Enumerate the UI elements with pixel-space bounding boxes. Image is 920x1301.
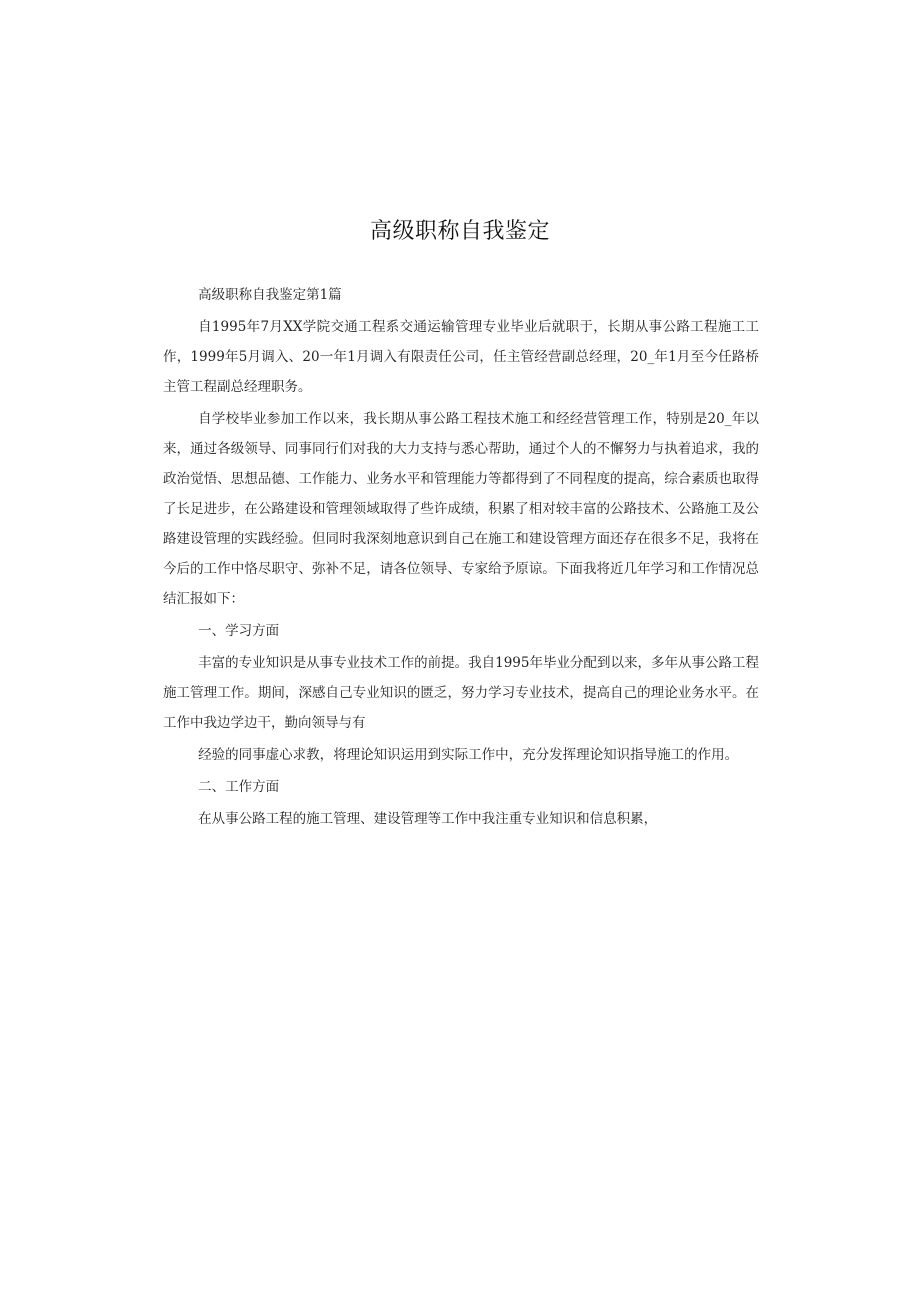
document-body	[163, 280, 759, 836]
paragraph-study-1: 丰富的专业知识是从事专业技术工作的前提。我自1995年毕业分配到以来，多年从事公路工程施工管理工作。期间，深感自己专业知识的匮乏，努力学习专业技术，提高自己的理论业务水平。在工作中我边学边干，勤向领导与有	[163, 655, 759, 731]
document-subtitle: 高级职称自我鉴定第1篇	[198, 287, 342, 303]
section-heading-study: 一、学习方面	[198, 623, 280, 639]
section-heading-work: 二、工作方面	[198, 779, 280, 795]
paragraph-summary: 自学校毕业参加工作以来，我长期从事公路工程技术施工和经经营管理工作，特别是20_年以来，通过各级领导、同事同行们对我的大力支持与悉心帮助，通过个人的不懈努力与执着追求，我的政治觉悟、思想品德、工作能力、业务水平和管理能力等都得到了不同程度的提高，综合素质也取得了长足进步，在公路建设和管理领域取得了些许成绩，积累了相对较丰富的公路技术、公路施工及公路建设管理的实践经验。但同时我深刻地意识到自己在施工和建设管理方面还存在很多不足，我将在今后的工作中恪尽职守、弥补不足，请各位领导、专家给予原谅。下面我将近几年学习和工作情况总结汇报如下：	[163, 411, 759, 607]
paragraph-intro: 自1995年7月XX学院交通工程系交通运输管理专业毕业后就职于，长期从事公路工程施工工作，1999年5月调入、20一年1月调入有限责任公司，任主管经营副总经理，20_年1月至今任路桥主管工程副总经理职务。	[163, 319, 759, 395]
paragraph-work-1: 在从事公路工程的施工管理、建设管理等工作中我注重专业知识和信息积累，	[198, 811, 658, 827]
paragraph-study-2: 经验的同事虚心求教，将理论知识运用到实际工作中，充分发挥理论知识指导施工的作用。	[198, 747, 739, 763]
document-title: 高级职称自我鉴定	[369, 219, 550, 244]
